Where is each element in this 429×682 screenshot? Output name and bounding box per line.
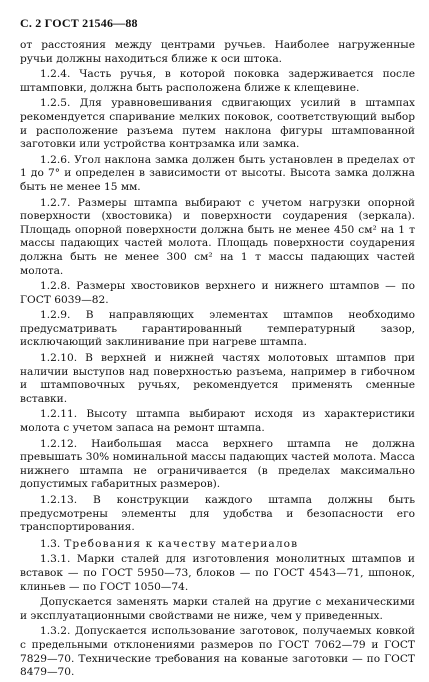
paragraph-1-2-5: 1.2.5. Для уравновешивания сдвигающих усилий в штампах рекомендуется спаривание мелких поковок, соответствующий выбор и расположение разъема путем наклона фигуры штампованной заготовки или устройства контрзамка или замка. xyxy=(20,97,415,151)
paragraph-continuation: от расстояния между центрами ручьев. Наиболее нагруженные ручьи должны находиться ближе к оси штока. xyxy=(20,39,415,65)
document-body xyxy=(20,39,415,680)
section-heading xyxy=(20,538,415,552)
paragraph-1-2-12: 1.2.12. Наибольшая масса верхнего штампа не должна превышать 30% номинальной массы падающих частей молота. Масса нижнего штампа не ограничивается (в пределах максимально допустимых габаритных размеров). xyxy=(20,437,415,491)
document-page xyxy=(20,16,415,682)
paragraph-1-3-2: 1.3.2. Допускается использование заготовок, получаемых ковкой с предельными отклонениями размеров по ГОСТ 7062—79 и ГОСТ 7829—70. Технические требования на кованые заготовки — по ГОСТ 8479—70. xyxy=(20,625,415,679)
section-title: Требования к качеству материалов xyxy=(64,537,299,550)
page-header: С. 2 ГОСТ 21546—88 xyxy=(20,16,138,30)
paragraph-1-2-4: 1.2.4. Часть ручья, в которой поковка задерживается после штамповки, должна быть расположена ближе к клещевине. xyxy=(20,68,415,94)
paragraph-1-2-6: 1.2.6. Угол наклона замка должен быть установлен в пределах от 1 до 7° и определен в зависимости от высоты. Высота замка должна быть не менее 15 мм. xyxy=(20,153,415,193)
paragraph-1-2-8: 1.2.8. Размеры хвостовиков верхнего и нижнего штампов — по ГОСТ 6039—82. xyxy=(20,280,415,306)
paragraph-substitution-note: Допускается заменять марки сталей на другие с механическими и эксплуатационными свойствами не ниже, чем у приведенных. xyxy=(20,596,415,622)
paragraph-1-2-9: 1.2.9. В направляющих элементах штампов необходимо предусматривать гарантированный температурный зазор, исключающий заклинивание при нагреве штампа. xyxy=(20,309,415,349)
paragraph-1-3-1: 1.3.1. Марки сталей для изготовления монолитных штампов и вставок — по ГОСТ 5950—73, блоков — по ГОСТ 4543—71, шпонок, клиньев — по ГОСТ 1050—74. xyxy=(20,553,415,593)
paragraph-1-2-13: 1.2.13. В конструкции каждого штампа должны быть предусмотрены элементы для удобства и безопасности его транспортирования. xyxy=(20,494,415,534)
paragraph-1-2-10: 1.2.10. В верхней и нижней частях молотовых штампов при наличии выступов над поверхностью разъема, например в гибочном и штамповочных ручьях, рекомендуется применять сменные вставки. xyxy=(20,352,415,405)
paragraph-1-2-7: 1.2.7. Размеры штампа выбирают с учетом нагрузки опорной поверхности (хвостовика) и поверхности соударения (зеркала). Площадь опорной поверхности должна быть не менее 450 см² на 1 т массы падающих частей молота. Площадь поверхности соударения должна быть не менее 300 см² на 1 т массы падающих частей молота. xyxy=(20,196,415,277)
section-number: 1.3. xyxy=(40,537,61,550)
paragraph-1-2-11: 1.2.11. Высоту штампа выбирают исходя из характеристики молота с учетом запаса на ремонт штампа. xyxy=(20,408,415,435)
